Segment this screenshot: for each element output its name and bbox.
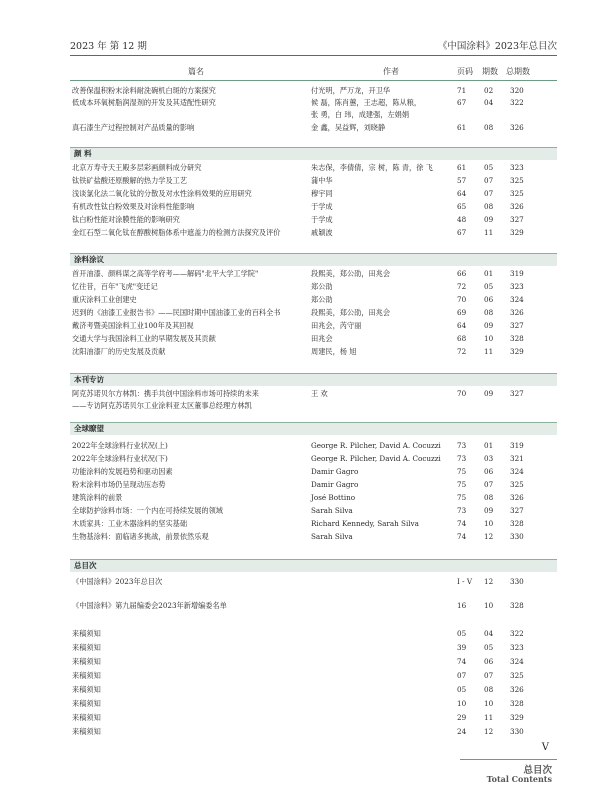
entry-author: 张 勇，白 玮，成建强，左娟娟 bbox=[311, 110, 410, 119]
toc-row bbox=[70, 684, 557, 696]
entry-author: Damir Gagro bbox=[311, 467, 359, 476]
entry-issue: 12 bbox=[484, 532, 494, 541]
entry-author: 于学成 bbox=[311, 215, 333, 224]
entry-author: 田兆会 bbox=[311, 334, 333, 343]
entry-title: 建筑涂料的前景 bbox=[72, 493, 123, 502]
entry-issue: 12 bbox=[484, 577, 494, 586]
entry-issue: 07 bbox=[484, 671, 494, 680]
entry-page: 65 bbox=[457, 202, 467, 211]
toc-row bbox=[70, 453, 557, 465]
entry-title: 来稿须知 bbox=[72, 685, 101, 694]
entry-page: 48 bbox=[457, 215, 467, 224]
entry-total-issue: 328 bbox=[510, 334, 524, 343]
toc-row bbox=[70, 440, 557, 452]
entry-page: 73 bbox=[457, 441, 467, 450]
entry-title: 低成本环氧树脂润湿剂的开发及其适配性研究 bbox=[72, 98, 216, 107]
column-header bbox=[70, 66, 557, 78]
entry-total-issue: 328 bbox=[510, 519, 524, 528]
entry-title: 首开油漆、颜料谋之高等学府考——解码"北平大学工学院" bbox=[72, 269, 259, 278]
entry-page: 10 bbox=[457, 699, 467, 708]
entry-total-issue: 323 bbox=[510, 163, 524, 172]
section-header bbox=[70, 422, 557, 435]
entry-issue: 09 bbox=[484, 506, 494, 515]
entry-total-issue: 328 bbox=[510, 601, 524, 610]
entry-author: Damir Gagro bbox=[311, 480, 359, 489]
entry-total-issue: 326 bbox=[510, 123, 524, 132]
entry-page: 72 bbox=[457, 282, 467, 291]
entry-issue: 11 bbox=[484, 713, 494, 722]
entry-page: 07 bbox=[457, 671, 467, 680]
entry-title: 真石漆生产过程控制对产品质量的影响 bbox=[72, 123, 195, 132]
entry-title: 忆往昔，百年"飞虎"变迁记 bbox=[72, 282, 158, 291]
entry-title: 《中国涂料》2023年总目次 bbox=[72, 577, 163, 586]
entry-author: 段熙美，郑公劭，田兆会 bbox=[311, 269, 391, 278]
toc-row bbox=[70, 333, 557, 345]
entry-total-issue: 330 bbox=[510, 727, 524, 736]
entry-title: 2022年全球涂料行业状况(上) bbox=[72, 441, 168, 450]
entry-page: 75 bbox=[457, 493, 467, 502]
toc-row bbox=[70, 122, 557, 134]
toc-row bbox=[70, 518, 557, 530]
entry-issue: 07 bbox=[484, 176, 494, 185]
entry-issue: 10 bbox=[484, 601, 494, 610]
section-header bbox=[70, 253, 557, 266]
toc-row bbox=[70, 307, 557, 319]
entry-title: 北京万寿寺天王殿多层彩画颜料成分研究 bbox=[72, 163, 202, 172]
entry-page: 73 bbox=[457, 506, 467, 515]
section-title: 总目次 bbox=[74, 561, 97, 570]
entry-author: George R. Pilcher, David A. Cocuzzi bbox=[311, 441, 441, 450]
entry-page: 57 bbox=[457, 176, 467, 185]
entry-issue: 07 bbox=[484, 189, 494, 198]
entry-page: 39 bbox=[457, 643, 467, 652]
entry-title: 阿克苏诺贝尔方林凯：携手共创中国涂料市场可持续的未来 bbox=[72, 389, 259, 398]
entry-author: George R. Pilcher, David A. Cocuzzi bbox=[311, 454, 441, 463]
entry-title: 迟到的《油漆工业报告书》——民国时期中国油漆工业的百科全书 bbox=[72, 308, 281, 317]
entry-title: 生物基涂料：面临诸多挑战，前景依然乐观 bbox=[72, 532, 209, 541]
entry-issue: 10 bbox=[484, 334, 494, 343]
entry-issue: 08 bbox=[484, 685, 494, 694]
section-title: 涂料涂议 bbox=[74, 255, 104, 264]
entry-page: 70 bbox=[457, 389, 467, 398]
entry-author: 金 鑫，吴益辉，刘晓静 bbox=[311, 123, 386, 132]
col-issue: 期数 bbox=[482, 67, 498, 76]
entry-total-issue: 321 bbox=[510, 454, 524, 463]
entry-title: 浅谈氯化法二氧化钛的分散及对水性涂料效果的应用研究 bbox=[72, 189, 252, 198]
entry-title: 全球防护涂料市场：一个内在可持续发展的领域 bbox=[72, 506, 223, 515]
entry-title: 重庆涂料工业创建史 bbox=[72, 295, 137, 304]
entry-total-issue: 330 bbox=[510, 532, 524, 541]
toc-row bbox=[70, 712, 557, 724]
entry-total-issue: 323 bbox=[510, 643, 524, 652]
entry-page: 16 bbox=[457, 601, 467, 610]
entry-total-issue: 324 bbox=[510, 657, 524, 666]
issue-label: 2023 年 第 12 期 bbox=[70, 41, 147, 52]
entry-author: 蒲中华 bbox=[311, 176, 333, 185]
entry-issue: 09 bbox=[484, 321, 494, 330]
toc-row bbox=[70, 531, 557, 543]
entry-page: 29 bbox=[457, 713, 467, 722]
entry-total-issue: 329 bbox=[510, 228, 524, 237]
entry-total-issue: 325 bbox=[510, 189, 524, 198]
entry-total-issue: 327 bbox=[510, 321, 524, 330]
section-title: 全球瞭望 bbox=[74, 424, 104, 433]
toc-row bbox=[70, 642, 557, 654]
toc-row bbox=[70, 281, 557, 293]
entry-title: 功能涂料的发展趋势和驱动因素 bbox=[72, 467, 173, 476]
entry-issue: 11 bbox=[484, 228, 494, 237]
entry-title: 2022年全球涂料行业状况(下) bbox=[72, 454, 168, 463]
entry-total-issue: 327 bbox=[510, 389, 524, 398]
entry-author: 王 欢 bbox=[311, 389, 328, 398]
entry-issue: 10 bbox=[484, 519, 494, 528]
entry-title: 金红石型二氧化钛在醇酸树脂体系中遮盖力的检测方法探究及评价 bbox=[72, 228, 281, 237]
entry-issue: 01 bbox=[484, 269, 494, 278]
toc-row bbox=[70, 466, 557, 478]
entry-page: 69 bbox=[457, 308, 467, 317]
entry-issue: 06 bbox=[484, 657, 494, 666]
entry-total-issue: 325 bbox=[510, 671, 524, 680]
page-number: V bbox=[541, 742, 549, 753]
entry-total-issue: 319 bbox=[510, 269, 524, 278]
toc-row bbox=[70, 600, 557, 612]
entry-total-issue: 325 bbox=[510, 480, 524, 489]
entry-total-issue: 323 bbox=[510, 282, 524, 291]
entry-page: 74 bbox=[457, 657, 467, 666]
entry-title: 钛铁矿盐酸还原酸解的热力学及工艺 bbox=[72, 176, 188, 185]
entry-issue: 08 bbox=[484, 308, 494, 317]
toc-row bbox=[70, 492, 557, 504]
entry-page: 24 bbox=[457, 727, 467, 736]
entry-author: 于学成 bbox=[311, 202, 333, 211]
entry-issue: 05 bbox=[484, 163, 494, 172]
footer-title-cn: 总目次 bbox=[523, 765, 552, 776]
header-rule bbox=[70, 55, 557, 56]
toc-row bbox=[70, 227, 557, 239]
entry-author: 段熙美，郑公劭，田兆会 bbox=[311, 308, 391, 317]
section-title: 本刊专访 bbox=[74, 375, 104, 384]
entry-issue: 09 bbox=[484, 215, 494, 224]
entry-author: 周建民，杨 旭 bbox=[311, 347, 357, 356]
entry-issue: 02 bbox=[484, 86, 494, 95]
entry-total-issue: 329 bbox=[510, 713, 524, 722]
entry-page: 74 bbox=[457, 532, 467, 541]
entry-issue: 11 bbox=[484, 347, 494, 356]
entry-issue: 08 bbox=[484, 123, 494, 132]
entry-title: 沈阳油漆厂的历史发展及贡献 bbox=[72, 347, 166, 356]
entry-page: 68 bbox=[457, 334, 467, 343]
entry-author: 朱志保，李倩倩，宗 树，陈 青，徐 飞 bbox=[311, 163, 433, 172]
entry-author: 郑公劭 bbox=[311, 282, 333, 291]
entry-page: 67 bbox=[457, 98, 467, 107]
entry-page: 71 bbox=[457, 86, 467, 95]
entry-page: 64 bbox=[457, 321, 467, 330]
entry-title: 木质家具：工业木器涂料的坚实基础 bbox=[72, 519, 188, 528]
entry-issue: 06 bbox=[484, 467, 494, 476]
toc-row bbox=[70, 698, 557, 710]
entry-page: 61 bbox=[457, 123, 467, 132]
entry-total-issue: 319 bbox=[510, 441, 524, 450]
toc-row bbox=[70, 268, 557, 280]
toc-row bbox=[70, 162, 557, 174]
entry-issue: 08 bbox=[484, 202, 494, 211]
toc-row bbox=[70, 188, 557, 200]
col-author: 作者 bbox=[383, 67, 399, 76]
entry-author: 穆宇同 bbox=[311, 189, 333, 198]
entry-issue: 04 bbox=[484, 629, 494, 638]
entry-issue: 04 bbox=[484, 98, 494, 107]
entry-total-issue: 324 bbox=[510, 295, 524, 304]
entry-total-issue: 320 bbox=[510, 86, 524, 95]
entry-author: Sarah Silva bbox=[311, 506, 353, 515]
entry-page: 72 bbox=[457, 347, 467, 356]
entry-total-issue: 326 bbox=[510, 202, 524, 211]
entry-total-issue: 328 bbox=[510, 699, 524, 708]
entry-total-issue: 325 bbox=[510, 176, 524, 185]
running-header bbox=[70, 38, 557, 52]
entry-title: 来稿须知 bbox=[72, 713, 101, 722]
entry-issue: 09 bbox=[484, 389, 494, 398]
entry-total-issue: 326 bbox=[510, 308, 524, 317]
section-header bbox=[70, 373, 557, 386]
entry-title: 来稿须知 bbox=[72, 629, 101, 638]
toc-row bbox=[70, 628, 557, 640]
toc-row bbox=[70, 175, 557, 187]
entry-page: 05 bbox=[457, 685, 467, 694]
entry-issue: 01 bbox=[484, 441, 494, 450]
toc-row bbox=[70, 320, 557, 332]
entry-author: 候 磊，陈肖蕙，王志超，陈从粮， bbox=[311, 98, 422, 107]
footer-title-en: Total Contents bbox=[486, 774, 552, 784]
entry-author: 田兆会，芮守丽 bbox=[311, 321, 362, 330]
entry-page: 61 bbox=[457, 163, 467, 172]
entry-author: Richard Kennedy, Sarah Silva bbox=[311, 519, 419, 528]
entry-total-issue: 326 bbox=[510, 685, 524, 694]
toc-row bbox=[70, 85, 557, 97]
column-header-rule bbox=[70, 80, 557, 81]
toc-row bbox=[70, 576, 557, 588]
journal-title: 《中国涂料》2023年总目次 bbox=[437, 41, 557, 52]
toc-row bbox=[70, 109, 557, 121]
toc-row bbox=[70, 214, 557, 226]
entry-issue: 06 bbox=[484, 295, 494, 304]
entry-title: 粉末涂料市场仍呈现动压态势 bbox=[72, 480, 166, 489]
entry-page: 64 bbox=[457, 189, 467, 198]
entry-title: 来稿须知 bbox=[72, 699, 101, 708]
toc-row bbox=[70, 479, 557, 491]
toc-row bbox=[70, 388, 557, 400]
entry-page: 74 bbox=[457, 519, 467, 528]
entry-total-issue: 329 bbox=[510, 347, 524, 356]
toc-row bbox=[70, 505, 557, 517]
entry-title: ——专访阿克苏诺贝尔工业涂料亚太区董事总经理方林凯 bbox=[72, 401, 252, 410]
entry-author: 郑公劭 bbox=[311, 295, 333, 304]
entry-total-issue: 327 bbox=[510, 506, 524, 515]
entry-issue: 08 bbox=[484, 493, 494, 502]
toc-row bbox=[70, 346, 557, 358]
toc-row bbox=[70, 201, 557, 213]
entry-title: 《中国涂料》第九届编委会2023年新增编委名单 bbox=[72, 601, 227, 610]
toc-row bbox=[70, 294, 557, 306]
entry-page: 73 bbox=[457, 454, 467, 463]
entry-title: 来稿须知 bbox=[72, 671, 101, 680]
entry-issue: 03 bbox=[484, 454, 494, 463]
col-page: 页码 bbox=[457, 67, 473, 76]
col-title: 篇名 bbox=[188, 67, 204, 76]
toc-row bbox=[70, 656, 557, 668]
entry-page: 66 bbox=[457, 269, 467, 278]
entry-author: Sarah Silva bbox=[311, 532, 353, 541]
toc-row bbox=[70, 726, 557, 738]
entry-page: 75 bbox=[457, 467, 467, 476]
entry-issue: 07 bbox=[484, 480, 494, 489]
entry-issue: 10 bbox=[484, 699, 494, 708]
entry-page: I - V bbox=[457, 577, 473, 586]
entry-total-issue: 324 bbox=[510, 467, 524, 476]
footer-rule bbox=[460, 759, 557, 760]
entry-title: 有机改性钛白粉效果及对涂料性能影响 bbox=[72, 202, 195, 211]
entry-author: José Bottino bbox=[311, 493, 356, 502]
entry-page: 70 bbox=[457, 295, 467, 304]
entry-issue: 05 bbox=[484, 282, 494, 291]
entry-page: 05 bbox=[457, 629, 467, 638]
section-title: 颜 料 bbox=[74, 149, 92, 158]
col-total: 总期数 bbox=[506, 67, 530, 76]
entry-author: 付光明，严万龙，开卫华 bbox=[311, 86, 391, 95]
entry-total-issue: 322 bbox=[510, 98, 524, 107]
entry-title: 戴济考暨美国涂料工业100年及其回视 bbox=[72, 321, 194, 330]
toc-row bbox=[70, 670, 557, 682]
entry-title: 来稿须知 bbox=[72, 727, 101, 736]
toc-row bbox=[70, 400, 557, 412]
entry-author: 戚颖波 bbox=[311, 228, 333, 237]
entry-total-issue: 330 bbox=[510, 577, 524, 586]
entry-title: 交通大学与我国涂料工业的早期发展及其贡献 bbox=[72, 334, 216, 343]
entry-total-issue: 327 bbox=[510, 215, 524, 224]
entry-title: 来稿须知 bbox=[72, 657, 101, 666]
entry-total-issue: 326 bbox=[510, 493, 524, 502]
entry-issue: 12 bbox=[484, 727, 494, 736]
entry-title: 改善保温积粉末涂料耐洗碗机白斑的方案探究 bbox=[72, 86, 216, 95]
entry-page: 67 bbox=[457, 228, 467, 237]
section-header bbox=[70, 147, 557, 160]
entry-title: 钛白粉性能对涂膜性能的影响研究 bbox=[72, 215, 180, 224]
entry-page: 75 bbox=[457, 480, 467, 489]
entry-issue: 05 bbox=[484, 643, 494, 652]
entry-title: 来稿须知 bbox=[72, 643, 101, 652]
section-header bbox=[70, 559, 557, 572]
entry-total-issue: 322 bbox=[510, 629, 524, 638]
toc-row bbox=[70, 97, 557, 109]
